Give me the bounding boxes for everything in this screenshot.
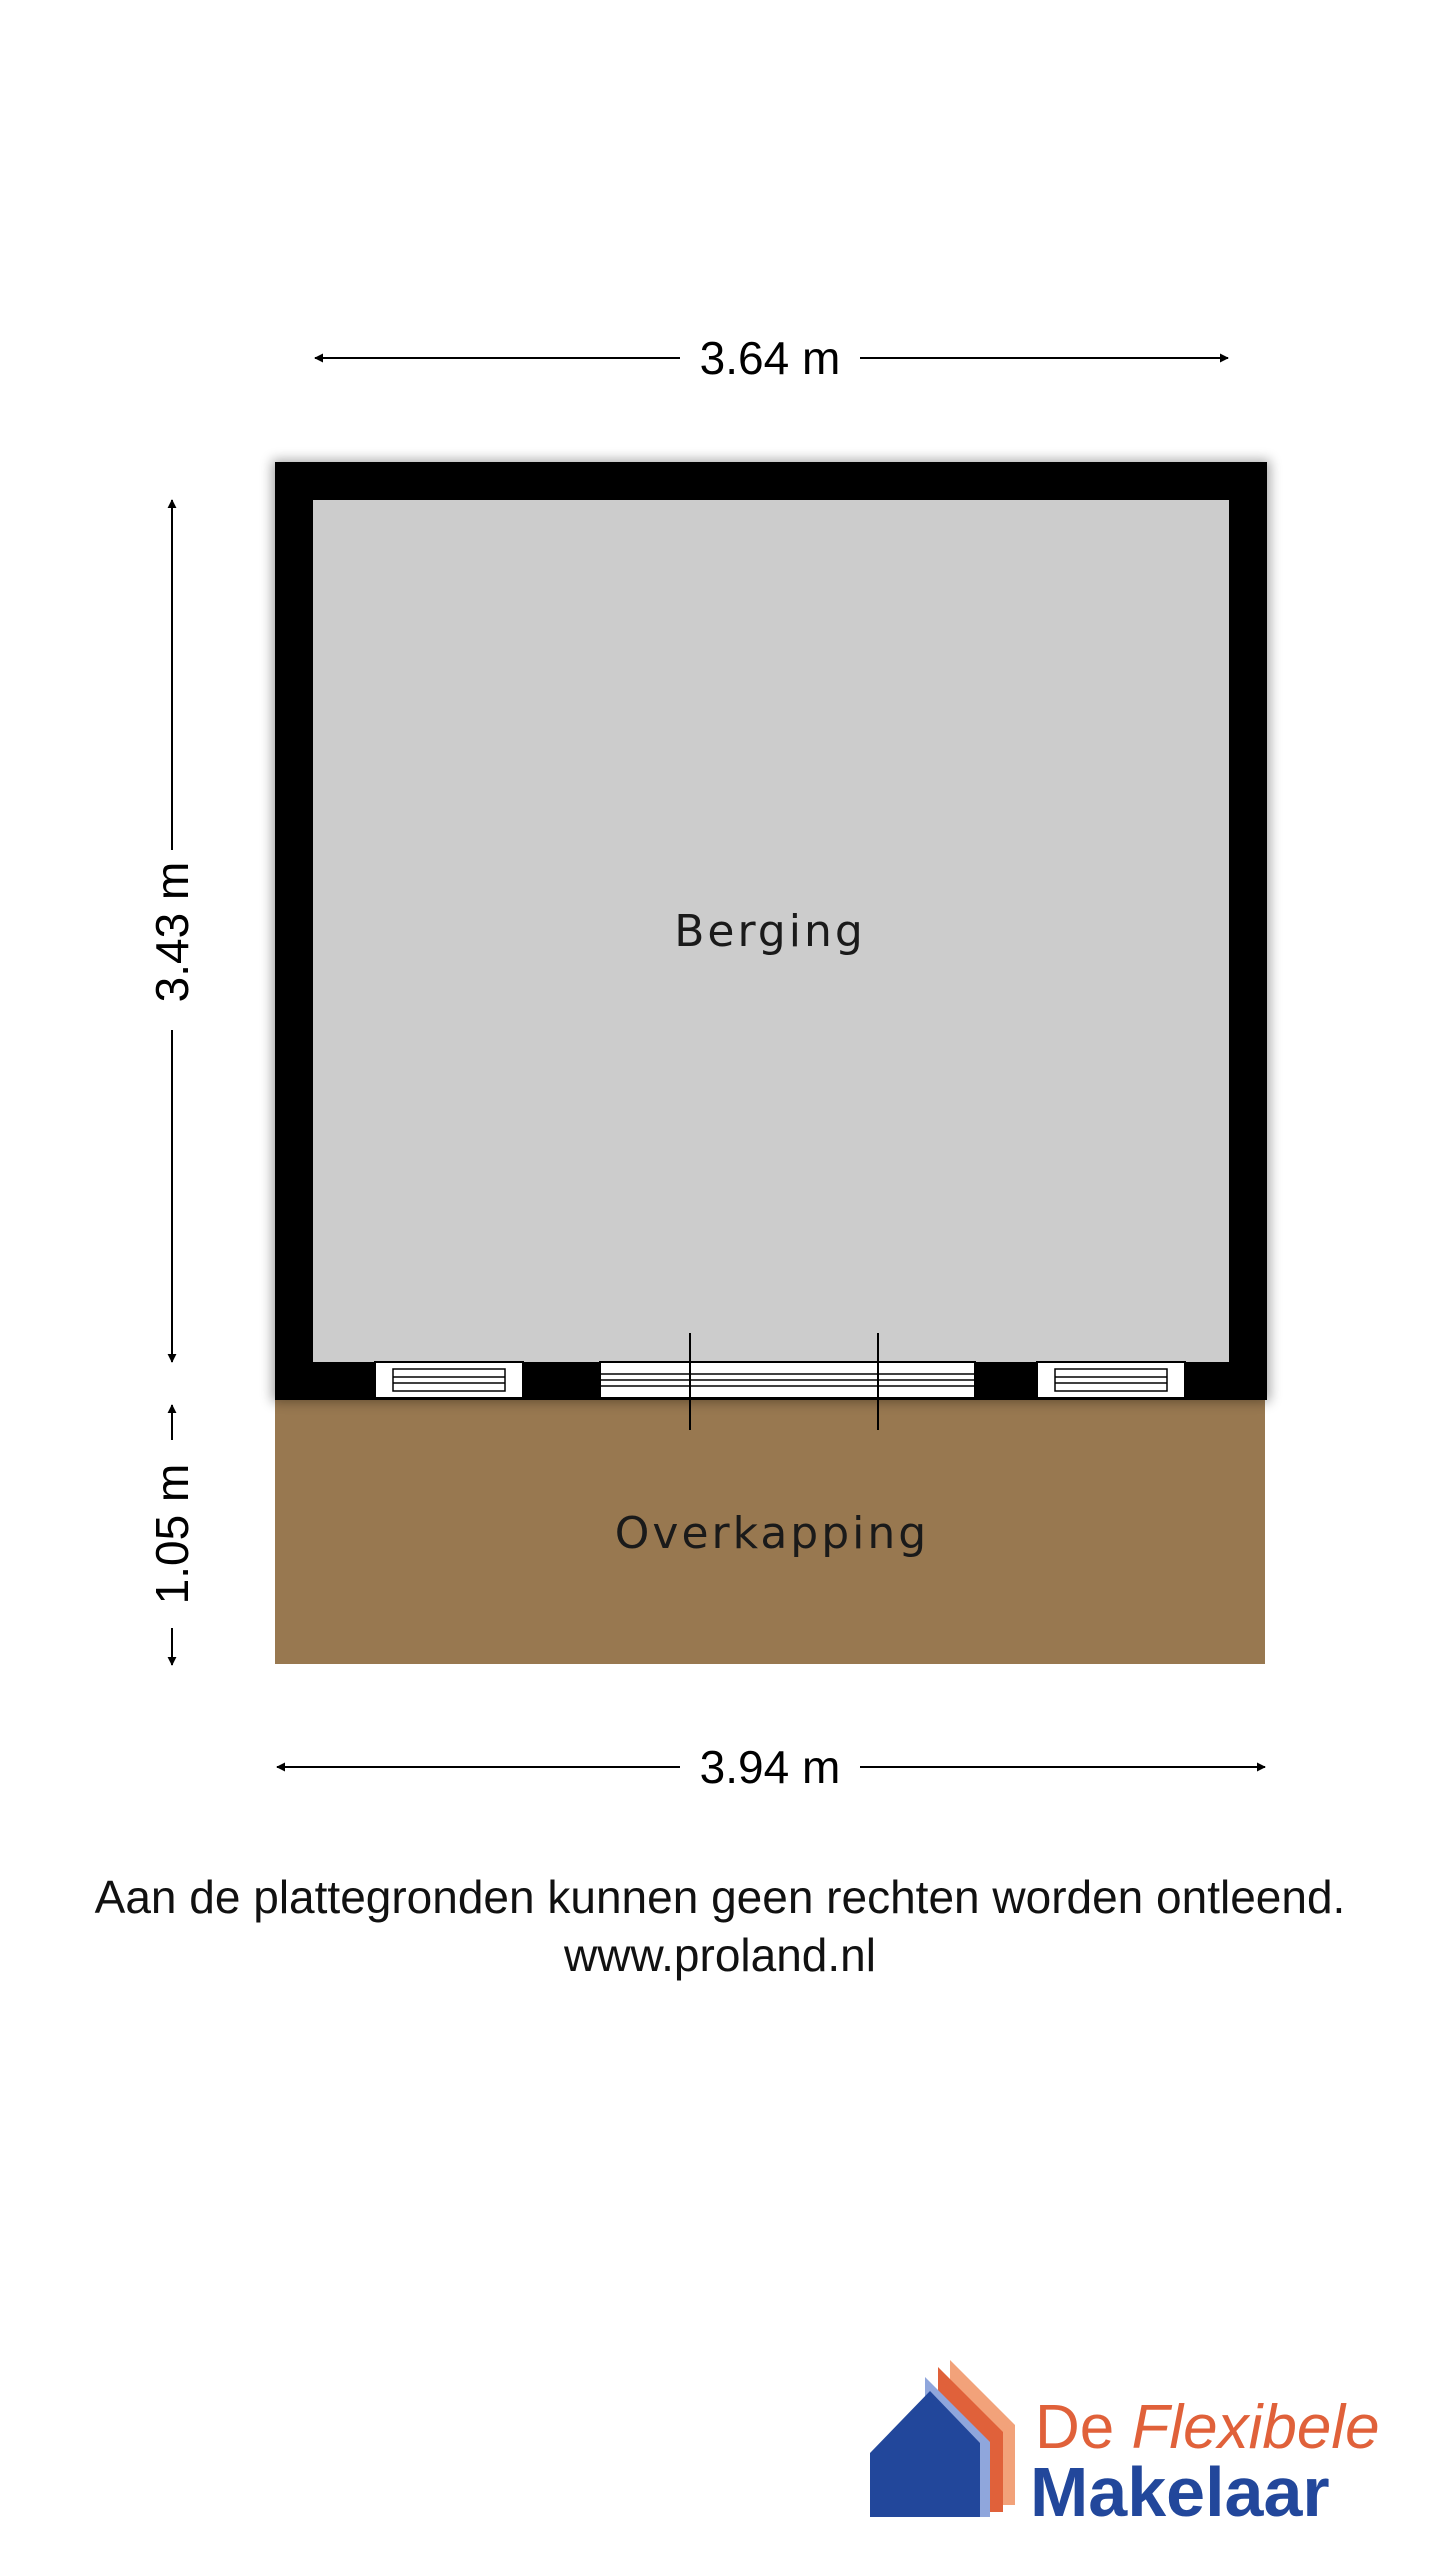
bottom-width-label: 3.94 m [699,1741,841,1793]
overkapping-label: Overkapping [614,1508,930,1559]
top-width-dimension [315,332,1228,384]
website-link[interactable]: www.proland.nl [564,1929,876,1981]
berging-label: Berging [674,906,866,957]
window-left [375,1362,523,1398]
house-icon [870,2355,1030,2525]
berging-height-dimension [146,500,198,1362]
disclaimer-text: Aan de plattegronden kunnen geen rechten worden ontleend. [94,1871,1346,1923]
overkapping-height-label: 1.05 m [146,1463,198,1605]
overkapping-height-dimension [146,1405,198,1665]
window-right [1037,1362,1185,1398]
top-width-label: 3.64 m [699,332,841,384]
bottom-width-dimension [277,1741,1265,1793]
logo-word-flexibele: Flexibele [1131,2393,1380,2462]
logo-word-de: De [1035,2393,1115,2462]
disclaimer [0,1868,1440,1984]
company-logo [870,2355,1390,2531]
berging-height-label: 3.43 m [146,861,198,1003]
logo-word-makelaar: Makelaar [1030,2453,1330,2531]
logo-tagline [1035,2395,1380,2461]
